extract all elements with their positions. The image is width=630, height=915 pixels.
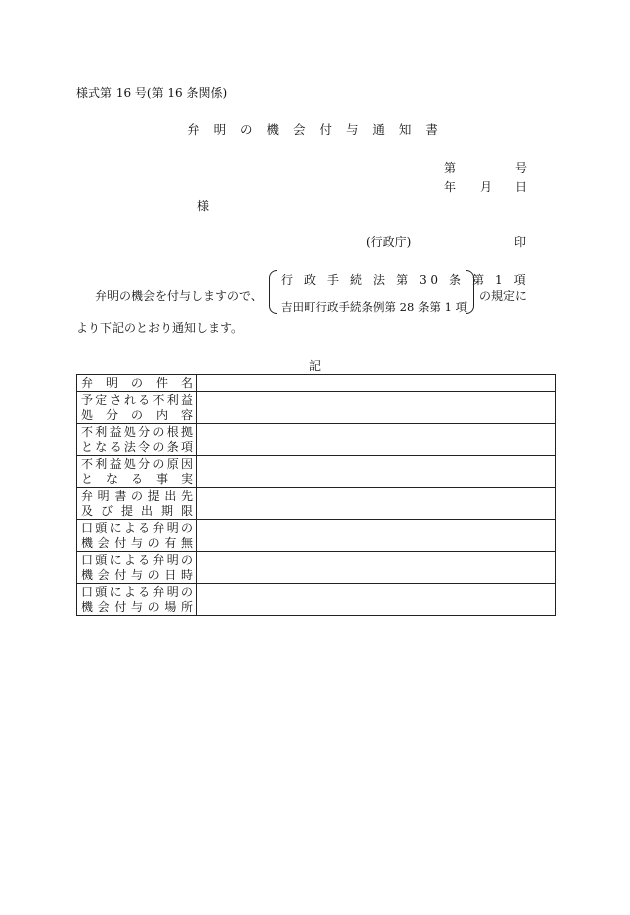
row-label-line: 弁 明 の 件 名: [81, 376, 193, 390]
table-row: [77, 424, 556, 456]
table-row: [77, 552, 556, 584]
law-option-ordinance: 吉田町行政手続条例第 28 条第 1 項: [281, 300, 468, 314]
date-month-label: 月: [480, 180, 493, 194]
table-row: [77, 375, 556, 392]
row-label: [77, 375, 197, 392]
law-bracket-right: [466, 270, 474, 314]
date-day-label: 日: [515, 180, 528, 194]
row-label-line: 機 会 付 与 の 場 所: [81, 600, 193, 614]
row-label: [77, 584, 197, 616]
row-value-cell[interactable]: [197, 424, 556, 456]
record-heading: 記: [308, 359, 321, 373]
row-label: [77, 488, 197, 520]
row-value-cell[interactable]: [197, 392, 556, 424]
row-label-line: と な る 事 実: [81, 472, 193, 486]
table-row: [77, 488, 556, 520]
row-value-cell[interactable]: [197, 584, 556, 616]
law-bracket-left: [269, 270, 277, 314]
row-value-cell[interactable]: [197, 375, 556, 392]
row-label: [77, 424, 197, 456]
body-after-text: の規定に: [479, 289, 528, 303]
row-label-line: 口頭による弁明の: [81, 521, 193, 535]
row-value-cell[interactable]: [197, 456, 556, 488]
row-label-line: 機 会 付 与 の 有 無: [81, 536, 193, 550]
number-suffix: 号: [515, 161, 528, 175]
document-title: 弁 明 の 機 会 付 与 通 知 書: [187, 122, 443, 137]
row-label-line: 不利益処分の根拠: [81, 425, 193, 439]
row-label-line: 予定される不利益: [81, 393, 193, 407]
row-value-cell[interactable]: [197, 520, 556, 552]
table-row: [77, 456, 556, 488]
row-label-line: 不利益処分の原因: [81, 457, 193, 471]
row-label-line: となる法令の条項: [81, 440, 193, 454]
row-label-line: 及 び 提 出 期 限: [81, 504, 193, 518]
body-second-line: より下記のとおり通知します。: [76, 321, 244, 335]
body-lead-text: 弁明の機会を付与しますので、: [95, 289, 263, 303]
number-prefix: 第: [444, 161, 457, 175]
row-label-line: 処 分 の 内 容: [81, 408, 193, 422]
law-option-national: 行 政 手 続 法 第 30 条 第 1 項: [281, 273, 530, 287]
row-label-line: 弁明書の提出先: [81, 489, 193, 503]
date-year-label: 年: [444, 180, 457, 194]
row-value-cell[interactable]: [197, 488, 556, 520]
row-label: [77, 552, 197, 584]
row-value-cell[interactable]: [197, 552, 556, 584]
table-row: [77, 584, 556, 616]
record-table: [76, 374, 556, 616]
seal-mark: 印: [514, 235, 527, 249]
row-label: [77, 392, 197, 424]
row-label-line: 機 会 付 与 の 日 時: [81, 568, 193, 582]
row-label-line: 口頭による弁明の: [81, 585, 193, 599]
issuing-agency: (行政庁): [366, 235, 412, 249]
table-row: [77, 520, 556, 552]
row-label: [77, 456, 197, 488]
row-label-line: 口頭による弁明の: [81, 553, 193, 567]
row-label: [77, 520, 197, 552]
table-row: [77, 392, 556, 424]
form-number: 様式第 16 号(第 16 条関係): [76, 86, 228, 100]
addressee-honorific: 様: [197, 199, 210, 213]
